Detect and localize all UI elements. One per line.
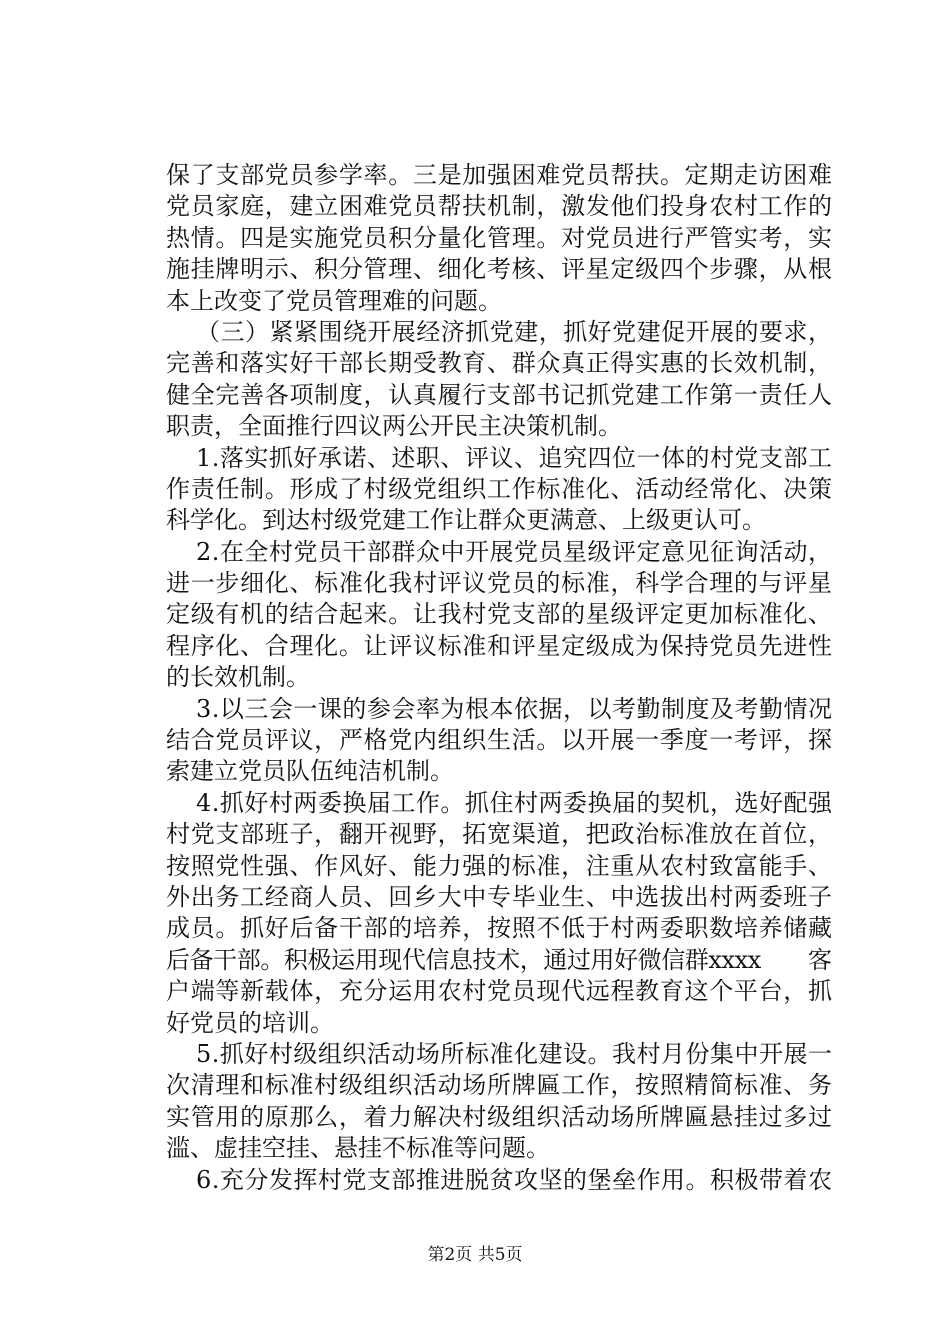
text-line-row	[166, 1102, 832, 1133]
text-line: 6.充分发挥村党支部推进脱贫攻坚的堡垒作用。积极带着农	[196, 1165, 833, 1194]
text-line-row	[166, 788, 832, 819]
text-line: 本上改变了党员管理难的问题。	[166, 286, 502, 315]
text-line: 外出务工经商人员、回乡大中专毕业生、中选拔出村两委班子	[166, 882, 833, 911]
text-line-row	[166, 254, 832, 285]
text-line-row	[166, 662, 832, 693]
text-line: 次清理和标准村级组织活动场所牌匾工作，按照精简标准、务	[166, 1071, 833, 1100]
paragraph	[166, 317, 832, 443]
text-line-row	[166, 1070, 832, 1101]
text-line: 4.抓好村两委换届工作。抓住村两委换届的契机，选好配强	[196, 788, 833, 817]
text-line-row	[166, 819, 832, 850]
text-line: 实管用的原那么，着力解决村级组织活动场所牌匾悬挂过多过	[166, 1102, 833, 1131]
text-line: 索建立党员队伍纯洁机制。	[166, 757, 454, 786]
text-line: 科学化。到达村级党建工作让群众更满意、上级更认可。	[166, 506, 766, 535]
text-line-row	[166, 1165, 832, 1196]
text-line-row	[166, 160, 832, 191]
text-line: 好党员的培训。	[166, 1008, 334, 1037]
text-line-row	[166, 348, 832, 379]
text-line: 结合党员评议，严格党内组织生活。以开展一季度一考评，探	[166, 726, 833, 755]
text-line: 按照党性强、作风好、能力强的标准，注重从农村致富能手、	[166, 851, 833, 880]
text-line-row	[166, 317, 832, 348]
text-line: 进一步细化、标准化我村评议党员的标准，科学合理的与评星	[166, 569, 833, 598]
text-line: 职责，全面推行四议两公开民主决策机制。	[166, 412, 622, 441]
paragraph	[166, 1039, 832, 1165]
document-body	[166, 160, 832, 1196]
paragraph	[166, 160, 832, 317]
paragraph	[166, 694, 832, 788]
text-line: 施挂牌明示、积分管理、细化考核、评星定级四个步骤，从根	[166, 255, 833, 284]
text-line-row	[166, 1133, 832, 1164]
text-line: 后备干部。积极运用现代信息技术，通过用好微信群xxxx 客	[166, 945, 832, 974]
text-line-row	[166, 568, 832, 599]
text-line: 完善和落实好干部长期受教育、群众真正得实惠的长效机制，	[166, 349, 833, 378]
text-line: 2.在全村党员干部群众中开展党员星级评定意见征询活动，	[196, 537, 833, 566]
page-footer: 第2页 共5页	[427, 1245, 523, 1265]
text-line-row	[166, 380, 832, 411]
text-line-row	[166, 756, 832, 787]
paragraph	[166, 537, 832, 694]
text-line: 定级有机的结合起来。让我村党支部的星级评定更加标准化、	[166, 600, 833, 629]
text-line: 3.以三会一课的参会率为根本依据，以考勤制度及考勤情况	[196, 694, 833, 723]
text-line: 5.抓好村级组织活动场所标准化建设。我村月份集中开展一	[196, 1039, 833, 1068]
text-line: 党员家庭，建立困难党员帮扶机制，激发他们投身农村工作的	[166, 192, 833, 221]
text-line: （三）紧紧围绕开展经济抓党建，抓好党建促开展的要求，	[196, 317, 833, 346]
text-line-row	[166, 631, 832, 662]
text-line: 滥、虚挂空挂、悬挂不标准等问题。	[166, 1134, 550, 1163]
text-line: 保了支部党员参学率。三是加强困难党员帮扶。定期走访困难	[166, 161, 833, 189]
text-line-row	[166, 443, 832, 474]
text-line-row	[166, 725, 832, 756]
text-line: 热情。四是实施党员积分量化管理。对党员进行严管实考，实	[166, 223, 833, 252]
text-line-row	[166, 505, 832, 536]
text-line-row	[166, 223, 832, 254]
text-line-row	[166, 945, 832, 976]
text-line: 户端等新载体，充分运用农村党员现代远程教育这个平台，抓	[166, 977, 833, 1006]
text-line-row	[166, 1039, 832, 1070]
text-line-row	[166, 913, 832, 944]
text-line-row	[166, 537, 832, 568]
text-line: 程序化、合理化。让评议标准和评星定级成为保持党员先进性	[166, 631, 833, 660]
text-line-row	[166, 882, 832, 913]
text-line: 的长效机制。	[166, 663, 310, 692]
text-line-row	[166, 191, 832, 222]
text-line: 健全完善各项制度，认真履行支部书记抓党建工作第一责任人	[166, 380, 833, 409]
text-line: 1.落实抓好承诺、述职、评议、追究四位一体的村党支部工	[196, 443, 833, 472]
paragraph	[166, 1165, 832, 1196]
text-line-row	[166, 286, 832, 317]
text-line: 成员。抓好后备干部的培养，按照不低于村两委职数培养储藏	[166, 914, 833, 943]
text-line-row	[166, 1008, 832, 1039]
text-line: 村党支部班子，翻开视野，拓宽渠道，把政治标准放在首位，	[166, 820, 833, 849]
paragraph	[166, 443, 832, 537]
text-line-row	[166, 474, 832, 505]
text-line-row	[166, 694, 832, 725]
text-line-row	[166, 411, 832, 442]
text-line: 作责任制。形成了村级党组织工作标准化、活动经常化、决策	[166, 474, 833, 503]
paragraph	[166, 788, 832, 1039]
text-line-row	[166, 976, 832, 1007]
text-line-row	[166, 851, 832, 882]
text-line-row	[166, 599, 832, 630]
